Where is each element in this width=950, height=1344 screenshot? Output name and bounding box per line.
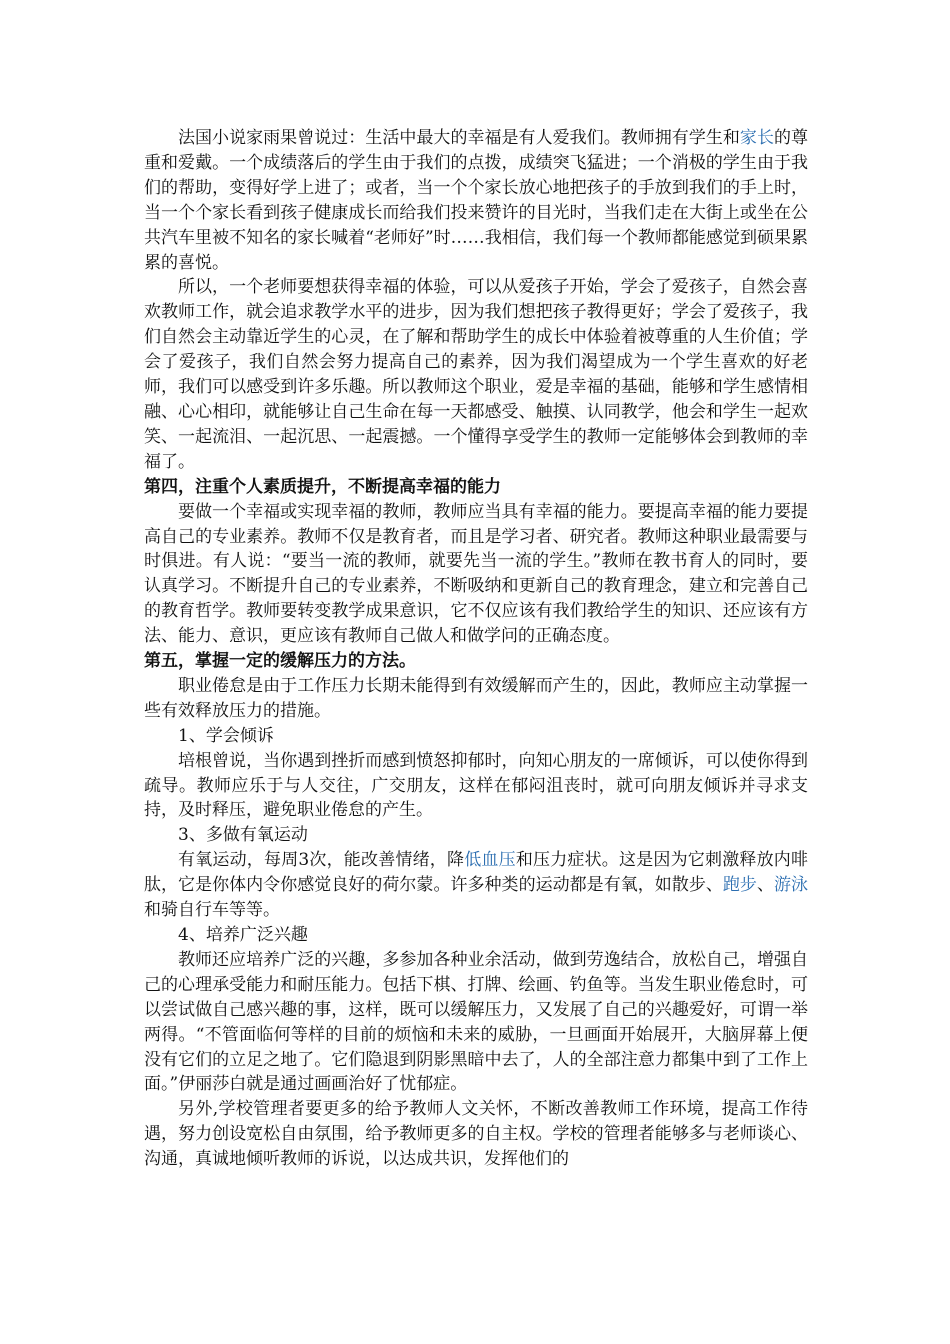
paragraph-love-children: 所以，一个老师要想获得幸福的体验，可以从爱孩子开始，学会了爱孩子，自然会喜欢教师工作，就会追求教学水平的进步，因为我们想把孩子教得更好；学会了爱孩子，我们自然会主动靠近学生的心灵，在了解和帮助学生的成长中体验着被尊重的人生价值；学会了爱孩子，我们自然会努力提高自己的素养，因为我们渴望成为一个学生喜欢的好老师，我们可以感受到许多乐趣。所以教师这个职业，爱是幸福的基础，能够和学生感情相融、心心相印，就能够让自己生命在每一天都感受、触摸、认同教学，他会和学生一起欢笑、一起流泪、一起沉思、一起震撼。一个懂得享受学生的教师一定能够体会到教师的幸福了。 — [144, 277, 808, 472]
paragraph-interests: 教师还应培养广泛的兴趣，多参加各种业余活动，做到劳逸结合，放松自己，增强自己的心理承受能力和耐压能力。包括下棋、打牌、绘画、钓鱼等。当发生职业倦怠时，可以尝试做自己感兴趣的事，这样，既可以缓解压力，又发展了自己的兴趣爱好，可谓一举两得。“不管面临何等样的目前的烦恼和未来的威胁，一旦画面开始展开，大脑屏幕上便没有它们的立足之地了。它们隐退到阴影黑暗中去了，人的全部注意力都集中到了工作上面。”伊丽莎白就是通过画画治好了忧郁症。 — [144, 949, 808, 1095]
subheading-aerobic: 3、多做有氧运动 — [178, 825, 308, 846]
paragraph-ability: 要做一个幸福或实现幸福的教师，教师应当具有幸福的能力。要提高幸福的能力要提高自己的专业素养。教师不仅是教育者，而且是学习者、研究者。教师这种职业最需要与时俱进。有人说：“要当一流的教师，就要先当一流的学生。”教师在教书育人的同时，要认真学习。不断提升自己的专业素养，不断吸纳和更新自己的教育理念，建立和完善自己的教育哲学。教师要转变教学成果意识，它不仅应该有我们教给学生的知识、还应该有方法、能力、意识，更应该有教师自己做人和做学问的正确态度。 — [144, 501, 808, 647]
link-running[interactable]: 跑步 — [722, 875, 757, 896]
link-parents[interactable]: 家长 — [739, 128, 774, 148]
link-swimming[interactable]: 游泳 — [774, 875, 809, 896]
paragraph-aerobic: 有氧运动，每周3次，能改善情绪，降低血压和压力症状。这是因为它刺激释放内啡肽，它是你体内令你感觉良好的荷尔蒙。许多种类的运动都是有氧，如散步、跑步、游泳和骑自行车等等。 — [144, 850, 809, 921]
link-low-blood-pressure[interactable]: 低血压 — [464, 850, 516, 871]
subheading-interests: 4、培养广泛兴趣 — [178, 925, 308, 945]
heading-fifth: 第五，掌握一定的缓解压力的方法。 — [144, 651, 416, 672]
paragraph-confide: 培根曾说，当你遇到挫折而感到愤怒抑郁时，向知心朋友的一席倾诉，可以使你得到疏导。教师应乐于与人交往，广交朋友，这样在郁闷沮丧时，就可向朋友倾诉并寻求支持，及时释压，避免职业倦怠的产生。 — [144, 750, 808, 821]
heading-fourth: 第四，注重个人素质提升，不断提高幸福的能力 — [144, 476, 501, 497]
paragraph-burnout: 职业倦怠是由于工作压力长期未能得到有效缓解而产生的，因此，教师应主动掌握一些有效释放压力的措施。 — [144, 675, 808, 721]
document-body — [144, 126, 808, 1172]
subheading-confide: 1、学会倾诉 — [178, 725, 274, 746]
paragraph-school-care: 另外,学校管理者要更多的给予教师人文关怀，不断改善教师工作环境，提高工作待遇，努力创设宽松自由氛围，给予教师更多的自主权。学校的管理者能够多与老师谈心、沟通，真诚地倾听教师的诉说，以达成共识，发挥他们的 — [144, 1099, 808, 1170]
paragraph-happiness-love: 法国小说家雨果曾说过：生活中最大的幸福是有人爱我们。教师拥有学生和家长的尊重和爱戴。一个成绩落后的学生由于我们的点拨，成绩突飞猛进；一个消极的学生由于我们的帮助，变得好学上进了；或者，当一个个家长放心地把孩子的手放到我们的手上时，当一个个家长看到孩子健康成长而给我们投来赞许的目光时，当我们走在大街上或坐在公共汽车里被不知名的家长喊着“老师好”时……我相信，我们每一个教师都能感觉到硕果累累的喜悦。 — [144, 128, 809, 273]
